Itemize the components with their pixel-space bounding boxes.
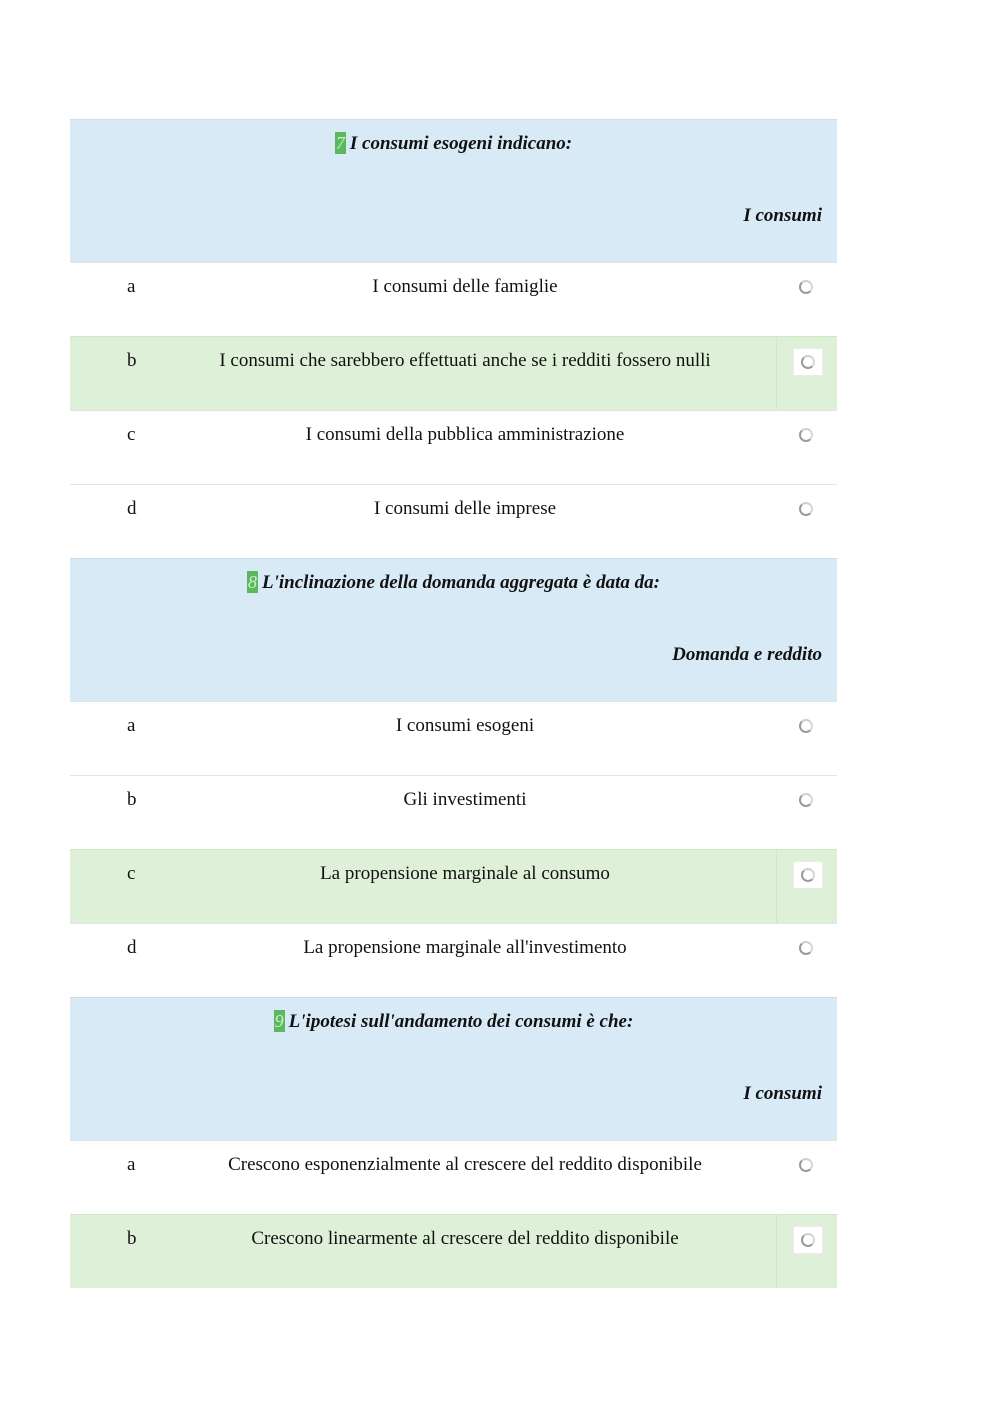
question-topic: Domanda e reddito [672, 644, 822, 665]
radio-button-icon[interactable] [801, 1233, 815, 1247]
option-text: I consumi delle imprese [373, 498, 557, 519]
option-text: I consumi esogeni [395, 715, 535, 736]
radio-cell [777, 1141, 837, 1214]
radio-cell [777, 776, 837, 849]
radio-box[interactable] [793, 935, 821, 961]
radio-box[interactable] [793, 1152, 821, 1178]
option-text: Gli investimenti [403, 789, 527, 810]
question-title [70, 1010, 837, 1034]
radio-cell [777, 263, 837, 336]
answer-option[interactable] [70, 1140, 837, 1214]
radio-cell [777, 702, 837, 775]
option-text: Crescono linearmente al crescere del reddito disponibile [251, 1228, 679, 1249]
question-number-badge: 9 [274, 1011, 284, 1031]
question-text: I consumi esogeni indicano: [349, 133, 573, 154]
answer-option[interactable] [70, 262, 837, 336]
radio-button-icon[interactable] [799, 941, 813, 955]
radio-button-icon[interactable] [799, 1158, 813, 1172]
answer-option[interactable] [70, 410, 837, 484]
answer-option[interactable] [70, 923, 837, 997]
answer-option[interactable] [70, 775, 837, 849]
answer-option-correct[interactable] [70, 1214, 837, 1288]
question-header [70, 119, 837, 262]
radio-box[interactable] [793, 496, 821, 522]
option-letter: a [127, 1154, 136, 1175]
option-letter: b [127, 350, 137, 371]
radio-box[interactable] [793, 861, 823, 889]
question-number-badge: 8 [248, 572, 258, 592]
radio-button-icon[interactable] [801, 868, 815, 882]
question-number-badge: 7 [335, 133, 345, 153]
option-letter: b [127, 789, 137, 810]
radio-cell [776, 1215, 837, 1288]
option-text: I consumi delle famiglie [372, 276, 558, 297]
option-letter: d [127, 498, 137, 519]
radio-cell [777, 924, 837, 997]
option-text: La propensione marginale al consumo [320, 863, 610, 884]
radio-button-icon[interactable] [799, 428, 813, 442]
option-letter: c [127, 424, 136, 445]
option-letter: b [127, 1228, 137, 1249]
answer-option[interactable] [70, 484, 837, 558]
question-title [70, 132, 837, 156]
option-letter: d [127, 937, 137, 958]
question-topic: I consumi [743, 205, 822, 226]
question-text: L'inclinazione della domanda aggregata è data da: [262, 572, 660, 593]
radio-button-icon[interactable] [799, 719, 813, 733]
radio-button-icon[interactable] [801, 355, 815, 369]
question-topic: I consumi [743, 1083, 822, 1104]
answer-option-correct[interactable] [70, 849, 837, 923]
radio-cell [777, 411, 837, 484]
option-letter: a [127, 715, 136, 736]
radio-cell [777, 485, 837, 558]
option-letter: c [127, 863, 136, 884]
answer-option[interactable] [70, 701, 837, 775]
radio-cell [776, 850, 837, 923]
radio-box[interactable] [793, 787, 821, 813]
option-letter: a [127, 276, 136, 297]
option-text: La propensione marginale all'investimento [303, 937, 627, 958]
question-header [70, 558, 837, 701]
question-text: L'ipotesi sull'andamento dei consumi è che: [288, 1011, 634, 1032]
question-title [70, 571, 837, 595]
question-header [70, 997, 837, 1140]
option-text: I consumi che sarebbero effettuati anche se i redditi fossero nulli [219, 350, 711, 371]
option-text: Crescono esponenzialmente al crescere del reddito disponibile [228, 1154, 702, 1175]
radio-button-icon[interactable] [799, 502, 813, 516]
radio-box[interactable] [793, 422, 821, 448]
quiz-container [70, 119, 837, 1288]
radio-cell [776, 337, 837, 410]
radio-box[interactable] [793, 274, 821, 300]
answer-option-correct[interactable] [70, 336, 837, 410]
radio-box[interactable] [793, 1226, 823, 1254]
radio-button-icon[interactable] [799, 280, 813, 294]
option-text: I consumi della pubblica amministrazione [305, 424, 625, 445]
radio-button-icon[interactable] [799, 793, 813, 807]
radio-box[interactable] [793, 713, 821, 739]
radio-box[interactable] [793, 348, 823, 376]
